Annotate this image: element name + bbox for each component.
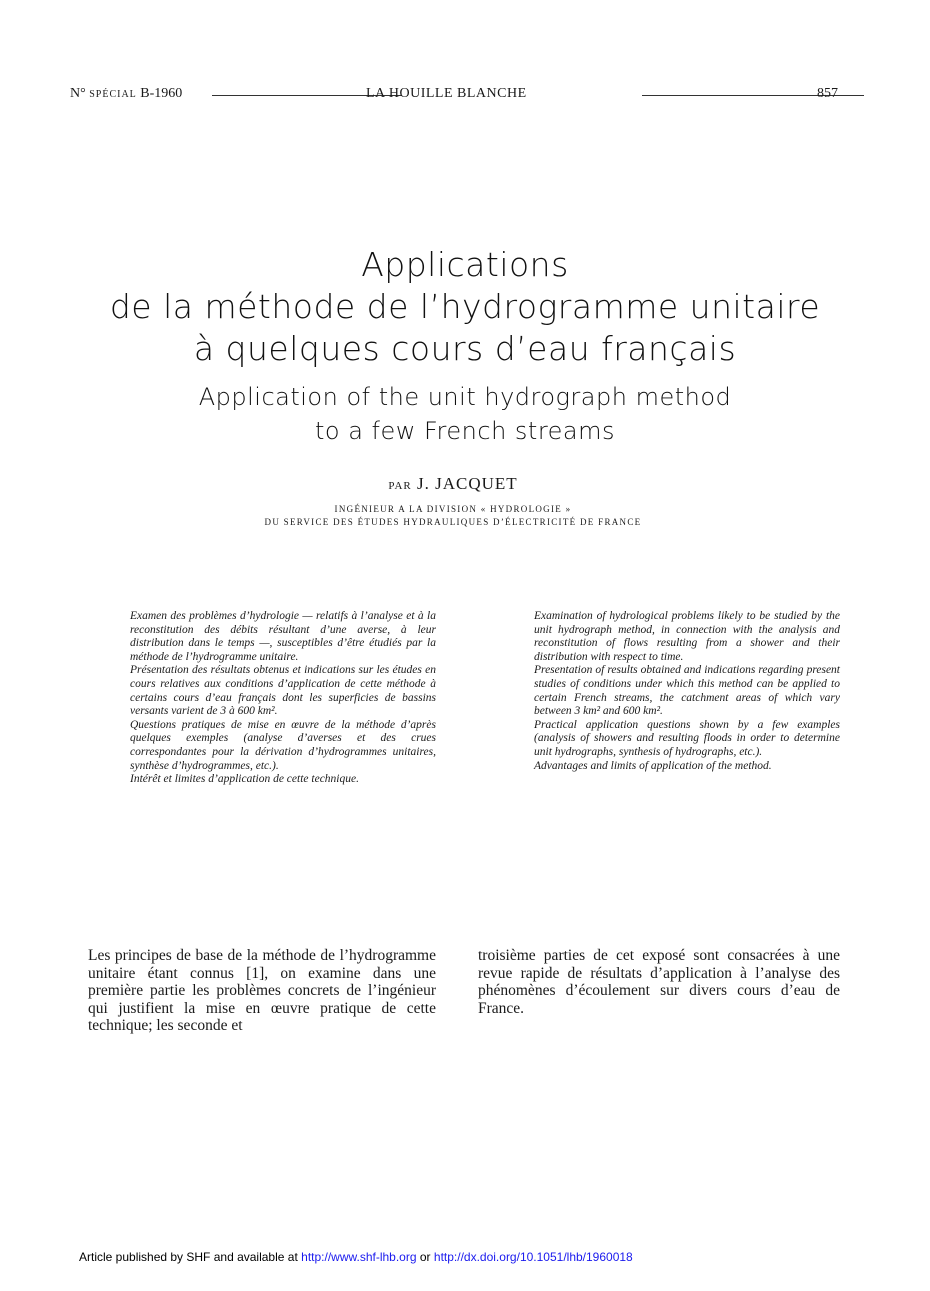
title-en — [0, 380, 930, 448]
issue-label — [70, 86, 182, 102]
page-number: 857 — [817, 86, 838, 101]
journal-name: LA HOUILLE BLANCHE — [366, 86, 527, 101]
affiliation-line2: DU SERVICE DES ÉTUDES HYDRAULIQUES D’ÉLECTRICITÉ DE FRANCE — [264, 517, 642, 527]
footer — [79, 1250, 633, 1264]
byline-par: PAR — [388, 480, 412, 492]
abstract-en-paragraph: Examination of hydrological problems likely to be studied by the unit hydrograph method, in connection with the analysis and reconstitution of flows resulting from a shower and their distribution with respect to time. — [534, 610, 840, 663]
body-paragraph: troisième parties de cet exposé sont consacrées à une revue rapide de résultats d’application à l’analyse des phénomènes d’écoulement sur divers cours d’eau de France. — [478, 947, 840, 1017]
title-fr-line1: Applications — [361, 245, 569, 284]
title-fr-line3: à quelques cours d’eau français — [193, 329, 737, 368]
body-column-right — [478, 947, 840, 1017]
author-name: J. JACQUET — [416, 474, 518, 493]
footer-or: or — [419, 1250, 431, 1264]
footer-prefix: Article published by SHF and available at — [79, 1250, 298, 1264]
abstract-fr-paragraph: Examen des problèmes d’hydrologie — relatifs à l’analyse et à la reconstitution des débits résultant d’une averse, à leur distribution dans le temps —, susceptibles d’être étudiés par la méthode de l’hydrogramme unitaire. — [130, 610, 436, 663]
issue-number: B-1960 — [140, 86, 183, 101]
issue-special: SPÉCIAL — [89, 89, 137, 100]
title-block — [0, 244, 930, 448]
title-fr-line2: de la méthode de l’hydrogramme unitaire — [109, 287, 821, 326]
abstract-en — [534, 610, 840, 773]
byline — [0, 474, 906, 494]
title-en-line1: Application of the unit hydrograph method — [198, 383, 732, 411]
abstract-fr — [130, 610, 436, 787]
abstract-fr-paragraph: Questions pratiques de mise en œuvre de la méthode d’après quelques exemples (analyse d’averses et des crues correspondantes pour la dérivation d’hydrogrammes unitaires, synthèse d’hydrogrammes, etc.). — [130, 718, 436, 772]
abstract-en-paragraph: Presentation of results obtained and indications regarding present studies of conditions under which this method can be applied to certain French streams, the catchment areas of which vary between 3 km² and 600 km². — [534, 664, 840, 718]
abstract-fr-paragraph: Présentation des résultats obtenus et indications sur les études en cours relatives aux conditions d’application de cette méthode à certains cours d’eau français dont les superficies de bassins versants varient de 3 à 600 km². — [130, 664, 436, 718]
footer-link-doi[interactable]: http://dx.doi.org/10.1051/lhb/1960018 — [433, 1250, 633, 1264]
abstract-en-paragraph: Advantages and limits of application of the method. — [534, 759, 772, 772]
body-column-left — [88, 947, 436, 1035]
abstract-en-paragraph: Practical application questions shown by a few examples (analysis of showers and resulting floods in order to determine unit hydrographs, synthesis of hydrographs, etc.). — [534, 718, 840, 758]
affiliation — [0, 503, 906, 529]
abstract-fr-paragraph: Intérêt et limites d’application de cette technique. — [130, 773, 359, 786]
running-header — [70, 86, 838, 106]
footer-link-shf[interactable]: http://www.shf-lhb.org — [301, 1250, 417, 1264]
affiliation-line1: INGÉNIEUR A LA DIVISION « HYDROLOGIE » — [334, 504, 572, 514]
body-paragraph: Les principes de base de la méthode de l’hydrogramme unitaire étant connus [1], on examine dans une première partie les problèmes concrets de l’ingénieur qui justifient la mise en œuvre pratique de cette technique; les seconde et — [88, 947, 436, 1035]
title-en-line2: to a few French streams — [314, 417, 616, 445]
issue-prefix: N° — [70, 86, 86, 101]
